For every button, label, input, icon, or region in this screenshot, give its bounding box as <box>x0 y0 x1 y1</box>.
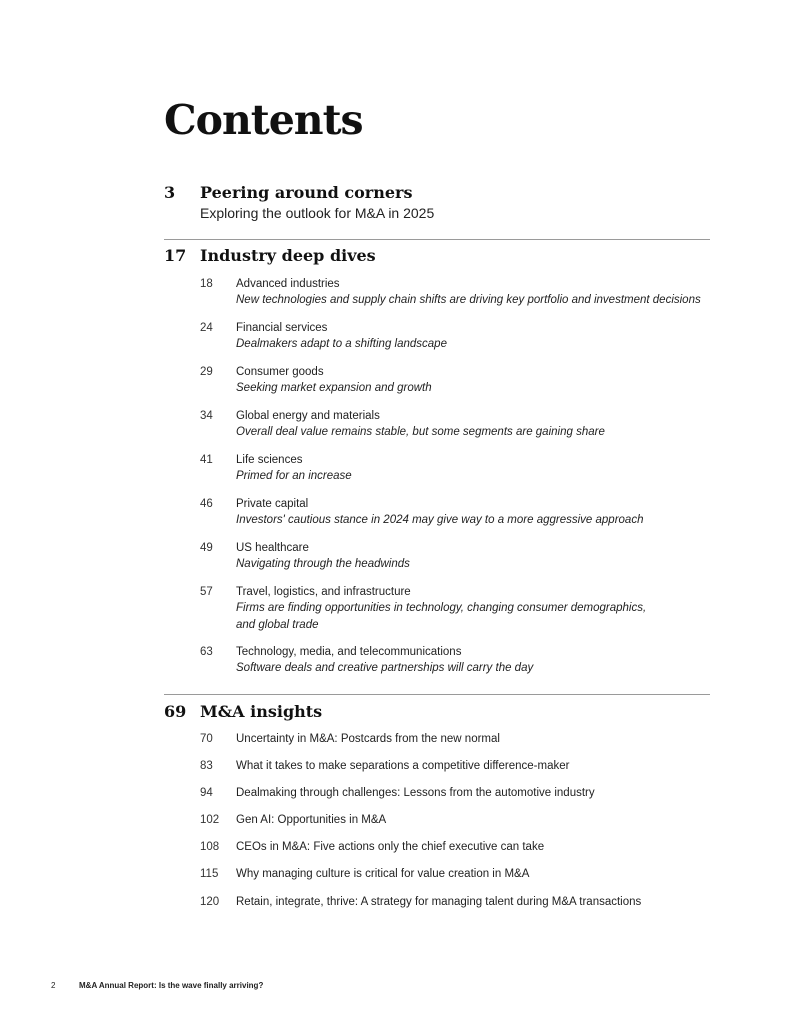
toc-entry-insight[interactable] <box>200 785 720 801</box>
toc-entry-insight[interactable] <box>200 894 720 910</box>
toc-entry-advanced-industries[interactable] <box>200 276 720 309</box>
toc-entry-financial-services[interactable] <box>200 320 720 353</box>
section-title: Industry deep dives <box>200 246 376 265</box>
section-subtitle: Exploring the outlook for M&A in 2025 <box>200 205 435 221</box>
section-number: 69 <box>164 702 187 721</box>
entry-description: Software deals and creative partnerships will carry the day <box>236 662 534 674</box>
toc-entry-insight[interactable] <box>200 731 720 747</box>
entry-description: Firms are finding opportunities in technology, changing consumer demographics, and global trade <box>236 602 647 631</box>
toc-entry-insight[interactable] <box>200 812 720 828</box>
section-peering[interactable] <box>164 183 412 202</box>
entry-page-number: 70 <box>200 733 213 745</box>
entry-title: Advanced industries <box>236 278 340 290</box>
entry-title: What it takes to make separations a competitive difference-maker <box>236 760 570 772</box>
entry-page-number: 18 <box>200 278 213 290</box>
entry-page-number: 83 <box>200 760 213 772</box>
divider <box>164 694 710 695</box>
toc-entry-consumer-goods[interactable] <box>200 364 720 397</box>
entry-page-number: 94 <box>200 787 213 799</box>
entry-title: Dealmaking through challenges: Lessons from the automotive industry <box>236 787 595 799</box>
entry-page-number: 49 <box>200 542 213 554</box>
entry-page-number: 102 <box>200 814 220 826</box>
section-title: Peering around corners <box>200 183 413 202</box>
entry-page-number: 34 <box>200 410 213 422</box>
section-number: 3 <box>164 183 176 202</box>
entry-page-number: 24 <box>200 322 213 334</box>
entry-title: Global energy and materials <box>236 410 380 422</box>
section-number: 17 <box>164 246 187 265</box>
entry-page-number: 63 <box>200 646 213 658</box>
entry-description: Investors' cautious stance in 2024 may give way to a more aggressive approach <box>236 514 644 526</box>
toc-entry-life-sciences[interactable] <box>200 452 720 485</box>
entry-title: Travel, logistics, and infrastructure <box>236 586 411 598</box>
entry-title: Why managing culture is critical for value creation in M&A <box>236 868 530 880</box>
entry-page-number: 29 <box>200 366 213 378</box>
entry-page-number: 115 <box>200 868 219 880</box>
entry-description: Overall deal value remains stable, but some segments are gaining share <box>236 426 605 438</box>
entry-page-number: 108 <box>200 841 220 853</box>
entry-title: CEOs in M&A: Five actions only the chief executive can take <box>236 841 545 853</box>
footer-page-number: 2 <box>51 981 56 990</box>
page-title: Contents <box>164 96 363 144</box>
section-title: M&A insights <box>200 702 323 721</box>
divider <box>164 239 710 240</box>
entry-title: Private capital <box>236 498 309 510</box>
toc-entry-global-energy[interactable] <box>200 408 720 441</box>
entry-title: Financial services <box>236 322 328 334</box>
toc-entry-insight[interactable] <box>200 866 720 882</box>
entry-description: Primed for an increase <box>236 470 352 482</box>
toc-entry-us-healthcare[interactable] <box>200 540 720 573</box>
entry-description: Navigating through the headwinds <box>236 558 410 570</box>
entry-title: Gen AI: Opportunities in M&A <box>236 814 387 826</box>
entry-description: Dealmakers adapt to a shifting landscape <box>236 338 447 350</box>
entry-description: New technologies and supply chain shifts are driving key portfolio and investment decisions <box>236 294 701 306</box>
toc-entry-insight[interactable] <box>200 758 720 774</box>
entry-page-number: 120 <box>200 896 220 908</box>
toc-entry-insight[interactable] <box>200 839 720 855</box>
toc-entry-travel-logistics[interactable] <box>200 584 720 634</box>
page-footer <box>51 981 263 990</box>
entry-title: Uncertainty in M&A: Postcards from the new normal <box>236 733 500 745</box>
entry-description: Seeking market expansion and growth <box>236 382 432 394</box>
toc-entry-private-capital[interactable] <box>200 496 720 529</box>
section-industry-deep-dives[interactable] <box>164 246 376 265</box>
footer-report-title: M&A Annual Report: Is the wave finally arriving? <box>79 981 264 990</box>
entry-page-number: 46 <box>200 498 213 510</box>
entry-title: Technology, media, and telecommunications <box>236 646 462 658</box>
entry-title: Consumer goods <box>236 366 324 378</box>
section-ma-insights[interactable] <box>164 702 322 721</box>
entry-title: Retain, integrate, thrive: A strategy for managing talent during M&A transactions <box>236 896 642 908</box>
entry-page-number: 41 <box>200 454 213 466</box>
entry-page-number: 57 <box>200 586 213 598</box>
toc-entry-tmt[interactable] <box>200 644 720 677</box>
entry-title: US healthcare <box>236 542 309 554</box>
entry-title: Life sciences <box>236 454 303 466</box>
